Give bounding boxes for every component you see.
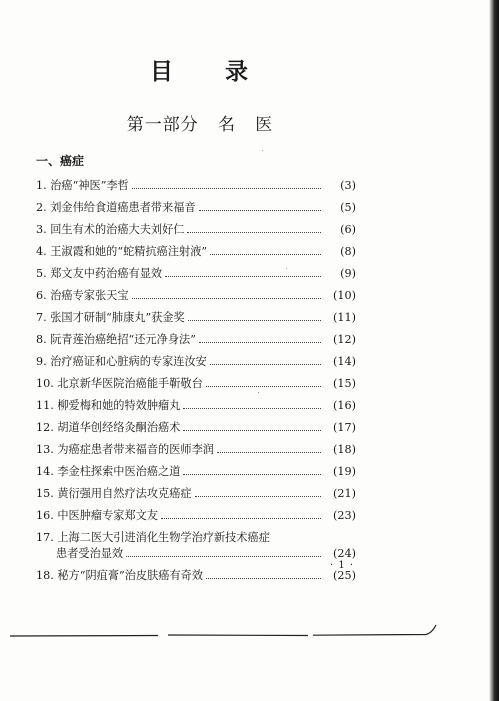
toc-entry-page: (3)	[340, 179, 356, 192]
table-of-contents	[36, 177, 356, 589]
toc-entry[interactable]	[36, 375, 356, 397]
toc-entry[interactable]	[36, 397, 356, 419]
dot-leader	[210, 357, 321, 365]
toc-entry-label: 15. 黄衍强用自然疗法攻克癌症	[36, 487, 192, 500]
toc-entry-page: (21)	[333, 487, 356, 500]
toc-entry[interactable]	[36, 265, 356, 287]
toc-entry[interactable]	[36, 243, 356, 265]
toc-entry[interactable]	[36, 331, 356, 353]
toc-entry-page: (24)	[333, 547, 356, 560]
dot-leader	[165, 269, 321, 277]
toc-entry-label: 17. 上海二医大引进消化生物学治疗新技术癌症	[36, 531, 270, 544]
dot-leader	[132, 181, 321, 189]
toc-entry-page: (8)	[340, 245, 356, 258]
section-heading: 一、癌症	[36, 154, 85, 168]
page-edge-shadow	[489, 0, 499, 701]
dot-leader	[132, 291, 321, 299]
toc-entry-page: (16)	[333, 399, 356, 412]
toc-entry[interactable]	[36, 419, 356, 441]
toc-entry[interactable]	[36, 567, 356, 589]
part-title: 第一部分 名 医	[126, 115, 274, 135]
toc-entry-page: (9)	[340, 267, 356, 280]
dot-leader	[206, 379, 321, 387]
dot-leader	[199, 203, 321, 211]
dot-leader	[217, 445, 321, 453]
dot-leader	[183, 423, 321, 431]
toc-entry-label: 3. 回生有术的治癌大夫刘好仁	[36, 223, 185, 236]
dot-leader	[161, 511, 321, 519]
toc-entry-label: 9. 治疗癌证和心脏病的专家连汝安	[36, 355, 207, 368]
toc-entry-label: 14. 李金柱探索中医治癌之道	[36, 465, 181, 478]
page-title: 目 录	[149, 59, 270, 85]
toc-entry-label: 16. 中医肿瘤专家郑文友	[36, 509, 159, 522]
toc-entry[interactable]	[36, 507, 356, 529]
dot-leader	[210, 247, 321, 255]
toc-entry[interactable]	[36, 309, 356, 331]
toc-entry-label: 5. 郑文友中药治癌有显效	[36, 267, 163, 280]
page-number: · 1 ·	[330, 560, 355, 571]
toc-entry-label: 6. 治癌专家张天宝	[36, 289, 129, 302]
toc-entry-label: 12. 胡道华创经络灸酮治癌术	[36, 421, 181, 434]
toc-entry-page: (14)	[333, 355, 356, 368]
toc-entry[interactable]	[36, 177, 356, 199]
toc-entry-label: 10. 北京新华医院治癌能手靳敬台	[36, 377, 203, 390]
dot-leader	[126, 549, 321, 557]
toc-entry-label: 8. 阮青莲治癌绝招“还元净身法”	[36, 333, 196, 346]
toc-entry[interactable]	[36, 441, 356, 463]
toc-entry-page: (11)	[333, 311, 356, 324]
toc-entry[interactable]	[36, 353, 356, 375]
dot-leader	[187, 225, 321, 233]
bottom-rule	[8, 622, 438, 642]
toc-entry-page: (15)	[333, 377, 356, 390]
toc-entry-continuation[interactable]	[36, 545, 356, 567]
toc-entry[interactable]	[36, 529, 356, 545]
toc-entry[interactable]	[36, 199, 356, 221]
toc-entry-label: 18. 秘方“阴疽膏”治皮肤癌有奇效	[36, 569, 204, 582]
toc-entry-page: (17)	[333, 421, 356, 434]
toc-entry[interactable]	[36, 485, 356, 507]
dot-leader	[195, 489, 321, 497]
toc-entry-label: 11. 柳爱梅和她的特效肿瘤丸	[36, 399, 181, 412]
toc-entry[interactable]	[36, 221, 356, 243]
toc-entry-page: (23)	[333, 509, 356, 522]
toc-entry-label: 7. 张国才研制“肺康丸”获金奖	[36, 311, 185, 324]
dot-leader	[183, 467, 321, 475]
toc-entry-page: (19)	[333, 465, 356, 478]
toc-entry-page: (6)	[340, 223, 356, 236]
toc-entry-label: 1. 治癌“神医”李哲	[36, 179, 129, 192]
toc-entry-page: (12)	[333, 333, 356, 346]
dot-leader	[183, 401, 321, 409]
dot-leader	[199, 335, 321, 343]
dot-leader	[188, 313, 321, 321]
dot-leader	[206, 571, 321, 579]
toc-entry-label: 患者受治显效	[56, 547, 124, 560]
toc-entry-page: (10)	[333, 289, 356, 302]
toc-entry-page: (25)	[333, 569, 356, 582]
toc-entry-page: (18)	[333, 443, 356, 456]
toc-entry-page: (5)	[340, 201, 356, 214]
toc-entry[interactable]	[36, 287, 356, 309]
toc-entry[interactable]	[36, 463, 356, 485]
toc-entry-label: 4. 王淑霞和她的“蛇精抗癌注射液”	[36, 245, 208, 258]
toc-entry-label: 2. 刘金伟给食道癌患者带来福音	[36, 201, 196, 214]
toc-entry-label: 13. 为癌症患者带来福音的医师李润	[36, 443, 214, 456]
